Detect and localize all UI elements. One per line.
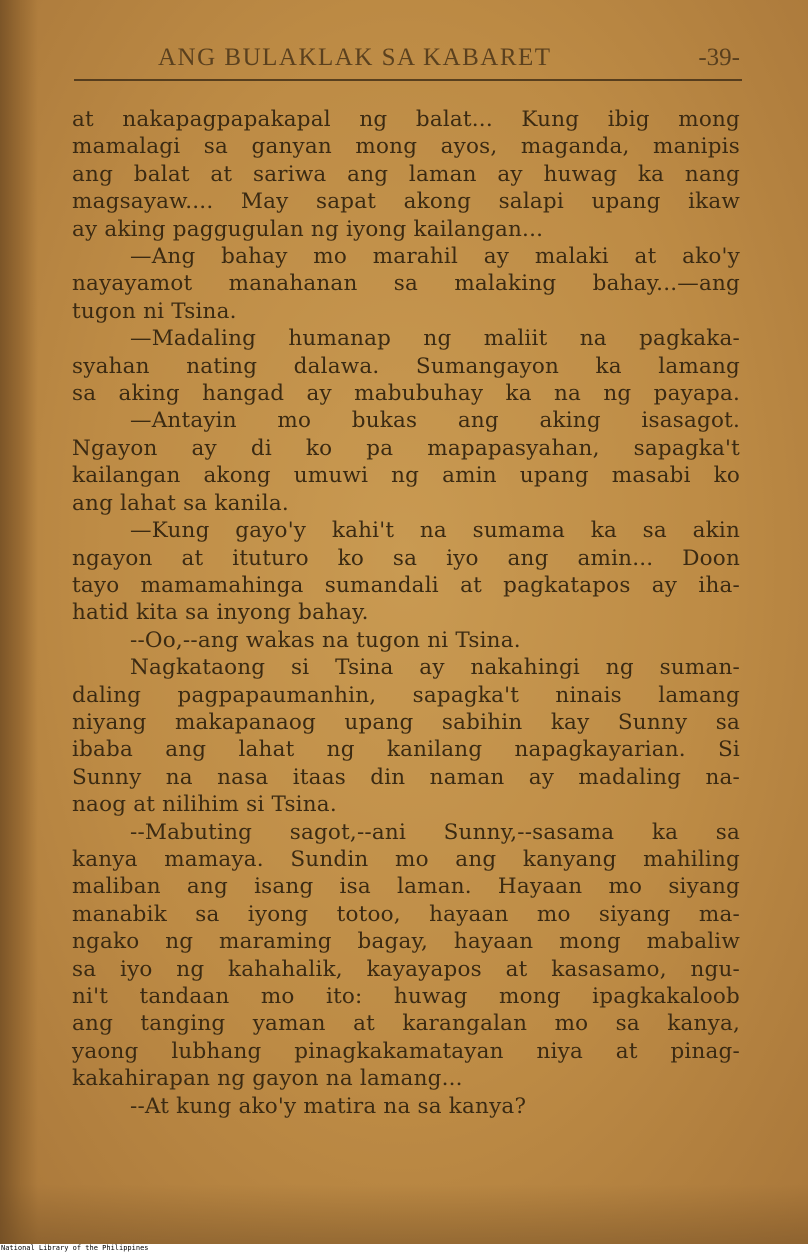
text-line: mamalagi sa ganyan mong ayos, maganda, manipis [72,134,740,160]
text-line: niyang makapanaog upang sabihin kay Sunny sa [72,709,740,735]
text-line: kakahirapan ng gayon na lamang... [72,1066,463,1092]
body-text [72,106,740,1120]
page-header [70,44,746,84]
text-line: ni't tandaan mo ito: huwag mong ipagkakaloob [72,984,740,1009]
text-line: —Madaling humanap ng maliit na pagkaka- [130,326,740,352]
text-line: tugon ni Tsina. [72,298,237,324]
text-line: tayo mamamahinga sumandali at pagkatapos ay iha- [72,572,740,598]
text-line: sa iyo ng kahahalik, kayayapos at kasasamo, ngu- [72,956,740,982]
text-line: ibaba ang lahat ng kanilang napagkayarian. Si [72,737,740,763]
text-line: daling pagpapaumanhin, sapagka't ninais lamang [72,682,740,708]
text-line: at nakapagpapakapal ng balat... Kung ibig mong [72,107,740,132]
text-line: ang balat at sariwa ang laman ay huwag ka nang [72,161,740,187]
library-credit: National Library of the Philippines [1,1244,149,1252]
text-line: —Antayin mo bukas ang aking isasagot. [130,408,740,434]
text-line: kanya mamaya. Sundin mo ang kanyang mahiling [72,846,740,872]
text-line: ang tanging yaman at karangalan mo sa kanya, [72,1011,740,1037]
text-line: kailangan akong umuwi ng amin upang masabi ko [72,463,740,489]
text-line: maliban ang isang isa laman. Hayaan mo siyang [72,874,740,900]
page-edge-shadow [0,0,38,1244]
running-title: ANG BULAKLAK SA KABARET [158,44,552,71]
text-line: Ngayon ay di ko pa mapapasyahan, sapagka't [72,435,740,461]
header-rule [74,79,742,81]
page-number: -39- [698,44,740,71]
text-line: naog at nilihim si Tsina. [72,792,337,818]
text-line: sa aking hangad ay mabubuhay ka na ng payapa. [72,381,740,407]
text-line: Nagkataong si Tsina ay nakahingi ng suman- [130,655,740,681]
text-line: magsayaw.... May sapat akong salapi upang ikaw [72,189,740,215]
text-line: —Kung gayo'y kahi't na sumama ka sa akin [130,518,740,544]
text-line: --Mabuting sagot,--ani Sunny,--sasama ka sa [130,819,740,845]
text-line: ngayon at ituturo ko sa iyo ang amin... Doon [72,545,740,571]
page-bottom-shadow [0,1184,808,1244]
text-line: —Ang bahay mo marahil ay malaki at ako'y [130,244,740,270]
text-line: yaong lubhang pinagkakamatayan niya at pinag- [72,1038,740,1064]
text-line: --At kung ako'y matira na sa kanya? [130,1093,527,1119]
text-line: nayayamot manahanan sa malaking bahay...—ang [72,271,740,297]
text-line: ay aking paggugulan ng iyong kailangan... [72,216,544,242]
text-line: syahan nating dalawa. Sumangayon ka lamang [72,353,740,379]
text-line: Sunny na nasa itaas din naman ay madaling na- [72,764,740,790]
text-line: ngako ng maraming bagay, hayaan mong mabaliw [72,929,740,955]
text-line: ang lahat sa kanila. [72,490,289,516]
text-line: hatid kita sa inyong bahay. [72,600,369,626]
text-line: --Oo,--ang wakas na tugon ni Tsina. [130,627,521,653]
text-line: manabik sa iyong totoo, hayaan mo siyang ma- [72,901,740,927]
